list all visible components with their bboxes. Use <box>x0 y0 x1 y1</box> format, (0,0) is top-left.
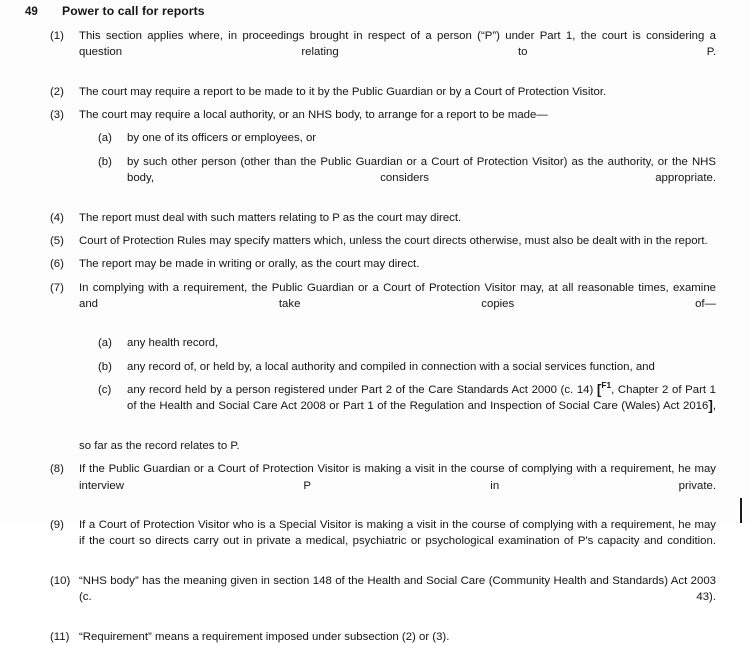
subsection-10 <box>0 573 750 622</box>
subsection-marker: (2) <box>50 85 64 98</box>
subsection-text: This section applies where, in proceedings brought in respect of a person (“P”) under Part 1, the court is considering a question relating to P. <box>79 30 716 59</box>
subsection-6 <box>0 256 750 272</box>
amendment-inserted-text: , Chapter 2 of Part 1 of the Health and Social Care Act 2008 or Part 1 of the Regulation and Inspection of Social Care (Wales) Act 2016 <box>127 384 716 413</box>
subsection-marker: (8) <box>50 463 64 476</box>
section-heading <box>0 0 750 21</box>
subsection-7-closing-line: so far as the record relates to P. <box>79 439 240 452</box>
paragraph-text: any health record, <box>127 337 219 350</box>
paragraph-marker: (a) <box>98 337 112 350</box>
paragraph-marker: (b) <box>98 155 112 168</box>
subsection-9 <box>0 517 750 566</box>
paragraph-text: by one of its officers or employees, or <box>127 132 317 145</box>
subsection-text: Court of Protection Rules may specify matters which, unless the court directs otherwise, must also be dealt with in the report. <box>79 234 708 247</box>
subsection-marker: (6) <box>50 258 64 271</box>
subsection-3-b <box>0 154 750 203</box>
subsection-1 <box>0 28 750 77</box>
subsection-marker: (9) <box>50 519 64 532</box>
subsection-3 <box>0 107 750 123</box>
amendment-close-bracket-icon: ] <box>708 398 713 414</box>
subsection-2 <box>0 84 750 100</box>
subsection-5 <box>0 233 750 249</box>
subsection-7-c <box>0 382 750 431</box>
subsection-7-b <box>0 359 750 375</box>
paragraph-marker: (b) <box>98 360 112 373</box>
subsection-marker: (10) <box>50 575 71 588</box>
paragraph-text: by such other person (other than the Public Guardian or a Court of Protection Visitor) as the authority, or the NHS body, considers appropriate. <box>127 155 716 185</box>
section-number: 49 <box>25 6 38 18</box>
amendment-open-bracket-icon: [ <box>596 382 602 398</box>
subsection-marker: (3) <box>50 109 64 122</box>
paragraph-text: any record of, or held by, a local authority and compiled in connection with a social services function, and <box>127 360 655 373</box>
subsection-7 <box>0 280 750 329</box>
subsection-text: “NHS body” has the meaning given in section 148 of the Health and Social Care (Community Health and Standards) Act 2003 (c. 43). <box>79 575 716 604</box>
subsection-7-a <box>0 335 750 351</box>
paragraph-marker: (c) <box>98 384 112 397</box>
margin-change-bar <box>740 498 742 523</box>
subsection-text: The court may require a local authority, or an NHS body, to arrange for a report to be made— <box>79 109 548 122</box>
paragraph-text-before-amendment: any record held by a person registered under Part 2 of the Care Standards Act 2000 (c. 14) <box>127 384 597 397</box>
subsection-text: The report may be made in writing or orally, as the court may direct. <box>79 258 420 271</box>
subsection-marker: (7) <box>50 281 64 294</box>
subsection-text: If a Court of Protection Visitor who is a Special Visitor is making a visit in the course of complying with a requirement, he may if the court so directs carry out in private a medical, psychiatric or psychological examination of P's capacity and condition. <box>79 519 716 548</box>
subsection-text: In complying with a requirement, the Public Guardian or a Court of Protection Visitor may, at all reasonable times, examine and take copies of— <box>79 281 716 310</box>
subsection-11 <box>0 629 750 645</box>
paragraph-marker: (a) <box>98 132 112 145</box>
subsection-marker: (11) <box>50 630 70 643</box>
subsection-text: The report must deal with such matters relating to P as the court may direct. <box>79 211 462 224</box>
subsection-text: “Requirement” means a requirement imposed under subsection (2) or (3). <box>79 630 450 643</box>
subsection-marker: (5) <box>50 234 64 247</box>
subsection-marker: (4) <box>50 211 64 224</box>
section-title: Power to call for reports <box>62 4 205 18</box>
subsection-4 <box>0 210 750 226</box>
subsection-text: If the Public Guardian or a Court of Protection Visitor is making a visit in the course of complying with a requirement, he may interview P in private. <box>79 463 716 492</box>
subsection-text: The court may require a report to be made to it by the Public Guardian or by a Court of Protection Visitor. <box>79 85 607 98</box>
subsection-8 <box>0 461 750 510</box>
subsection-marker: (1) <box>50 30 64 42</box>
amendment-reference-marker: F1 <box>601 380 612 391</box>
paragraph-text <box>127 382 750 431</box>
subsection-3-a <box>0 130 750 146</box>
paragraph-text-after-amendment: , <box>712 400 716 413</box>
